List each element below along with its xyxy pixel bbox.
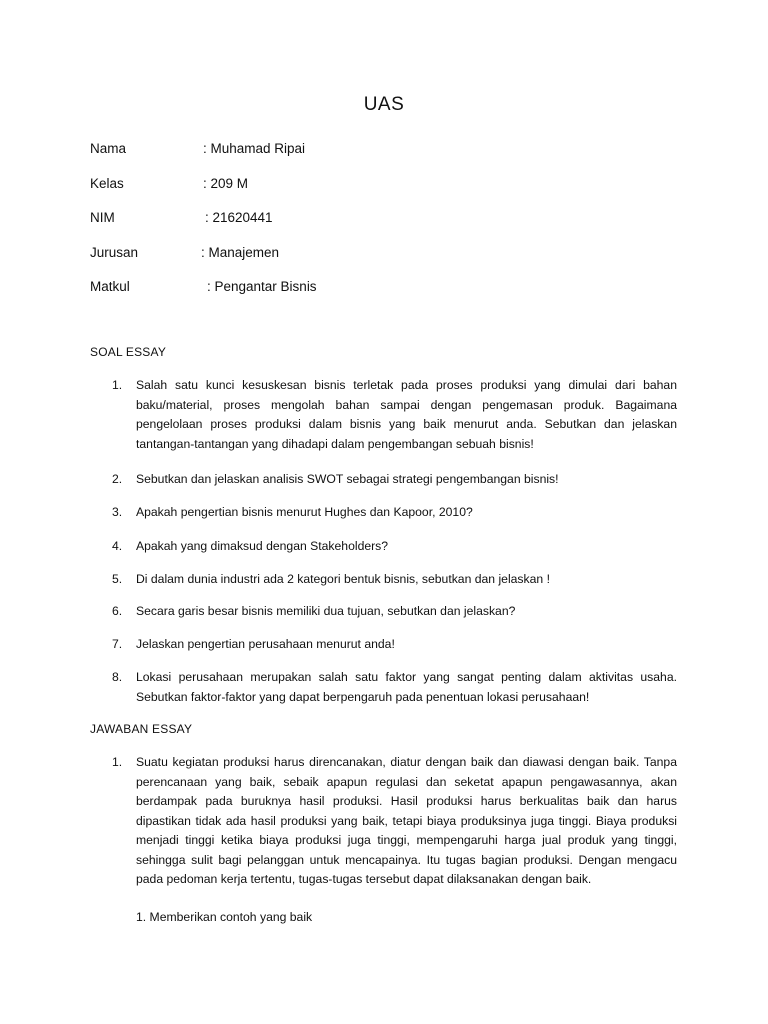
soal-number: 6. <box>112 604 123 618</box>
info-value-nim: : 21620441 <box>205 210 273 225</box>
jawaban-heading: JAWABAN ESSAY <box>90 722 193 736</box>
soal-text: Salah satu kunci kesuskesan bisnis terletak pada proses produksi yang dimulai dari bahan baku/material, proses mengolah bahan sampai dengan pengemasan produk. Bagaimana pengelolaan proses produksi dalam bisnis yang baik menurut anda. Sebutkan dan jelaskan tantangan-tantangan yang dihadapi dalam pengembangan sebuah bisnis! <box>136 378 677 451</box>
soal-number: 1. <box>112 378 123 392</box>
soal-text: Jelaskan pengertian perusahaan menurut anda! <box>136 637 395 651</box>
soal-text: Apakah pengertian bisnis menurut Hughes dan Kapoor, 2010? <box>136 505 473 519</box>
jawaban-item <box>112 753 677 890</box>
info-label-matkul: Matkul <box>90 279 130 294</box>
soal-number: 5. <box>112 572 123 586</box>
soal-heading: SOAL ESSAY <box>90 345 167 359</box>
soal-item <box>112 537 677 557</box>
info-label-nama: Nama <box>90 141 127 156</box>
soal-text: Lokasi perusahaan merupakan salah satu faktor yang sangat penting dalam aktivitas usaha. Sebutkan faktor-faktor yang dapat berpengaruh pada penentuan lokasi perusahaan! <box>136 670 677 704</box>
soal-item <box>112 503 677 523</box>
soal-item <box>112 376 677 454</box>
soal-text: Di dalam dunia industri ada 2 kategori bentuk bisnis, sebutkan dan jelaskan ! <box>136 572 550 586</box>
jawaban-sub-item: 1. Memberikan contoh yang baik <box>136 910 313 924</box>
info-value-nama: : Muhamad Ripai <box>203 141 306 156</box>
info-value-jurusan: : Manajemen <box>201 245 280 260</box>
soal-text: Sebutkan dan jelaskan analisis SWOT sebagai strategi pengembangan bisnis! <box>136 472 559 486</box>
document-title: UAS <box>363 94 405 115</box>
info-label-jurusan: Jurusan <box>90 245 139 260</box>
info-label-nim: NIM <box>90 210 115 225</box>
soal-item <box>112 668 677 707</box>
jawaban-number: 1. <box>112 755 123 769</box>
soal-item <box>112 470 677 490</box>
jawaban-text: Suatu kegiatan produksi harus direncanakan, diatur dengan baik dan diawasi dengan baik. Tanpa perencanaan yang baik, sebaik apapun regulasi dan seketat apapun pengawasannya, akan berdampak pada buruknya hasil produksi. Hasil produksi harus berkualitas baik dan harus dipastikan tidak ada hasil produksi yang baik, tetapi biaya produksinya juga tinggi. Biaya produksi menjadi tinggi ketika biaya produksi juga tinggi, mempengaruhi harga jual produk yang tinggi, sehingga sulit bagi pelanggan untuk mencapainya. Itu tugas bagian produksi. Dengan mengacu pada pedoman kerja tertentu, tugas-tugas tersebut dapat dilaksanakan dengan baik. <box>136 755 677 886</box>
info-label-kelas: Kelas <box>90 176 124 191</box>
soal-number: 2. <box>112 472 123 486</box>
info-value-kelas: : 209 M <box>203 176 249 191</box>
soal-item <box>112 635 677 655</box>
soal-item <box>112 602 677 622</box>
soal-text: Apakah yang dimaksud dengan Stakeholders? <box>136 539 389 553</box>
soal-number: 4. <box>112 539 123 553</box>
soal-number: 3. <box>112 505 123 519</box>
soal-number: 8. <box>112 670 123 684</box>
soal-item <box>112 570 677 590</box>
info-value-matkul: : Pengantar Bisnis <box>207 279 317 294</box>
soal-text: Secara garis besar bisnis memiliki dua tujuan, sebutkan dan jelaskan? <box>136 604 516 618</box>
soal-number: 7. <box>112 637 123 651</box>
